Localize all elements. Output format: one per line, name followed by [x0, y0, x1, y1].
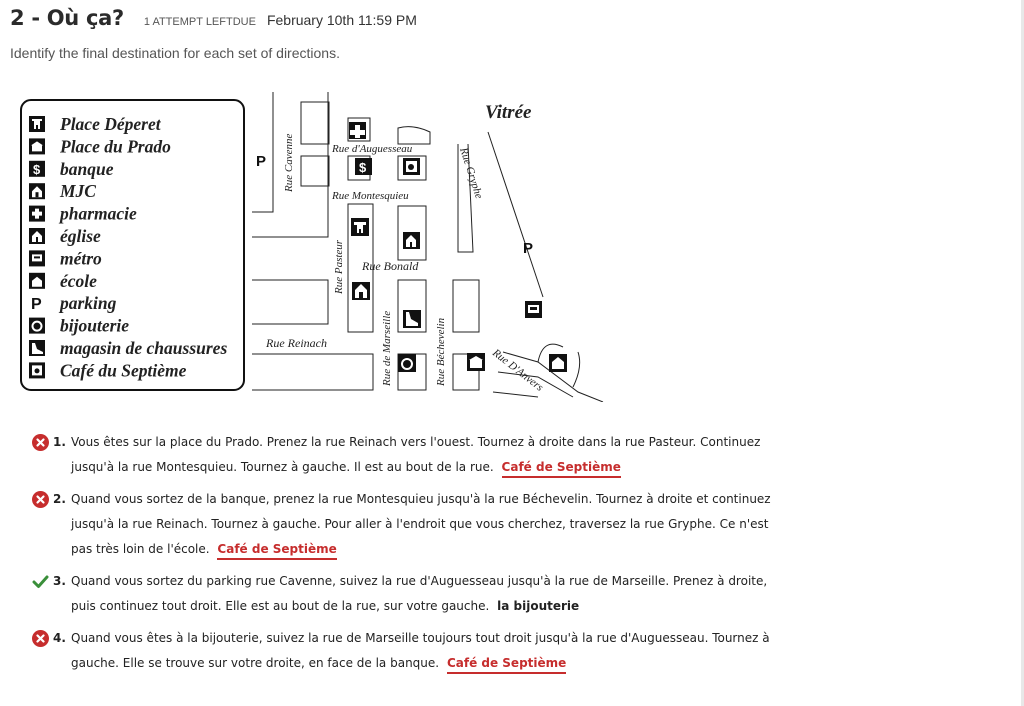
answer-select[interactable]: Café de Septième: [217, 542, 336, 560]
legend-label-pharmacy: pharmacie: [60, 203, 137, 224]
attempts-left: 1 ATTEMPT LEFT: [143, 16, 233, 28]
map-label-rue-reinach: Rue Reinach: [266, 336, 327, 350]
due-date: February 10th 11:59 PM: [266, 12, 417, 28]
question-4: [30, 626, 790, 676]
map-label-rue-pasteur: Rue Pasteur: [333, 239, 345, 294]
pharmacy-icon: [29, 206, 45, 222]
svg-text:$: $: [33, 161, 41, 177]
map-jewelry-icon: [398, 354, 416, 372]
map-bank-icon: [355, 158, 372, 175]
legend-label-metro: métro: [60, 248, 102, 269]
map-school-icon: [549, 354, 567, 372]
church-icon: [29, 228, 45, 244]
map-label-rue-marseille: Rue de Marseille: [381, 310, 393, 386]
due-label: DUE: [232, 16, 256, 28]
map-label-rue-gryphe: Rue Gryphe: [457, 146, 485, 201]
legend-label-place-du-prado: Place du Prado: [60, 136, 171, 157]
map-mjc-icon: [352, 282, 370, 300]
place-du-prado-icon: [29, 138, 45, 154]
incorrect-icon: [32, 630, 49, 647]
question-header: [10, 6, 417, 36]
legend-label-mjc: MJC: [60, 181, 96, 202]
place-deperet-icon: [29, 116, 45, 132]
map-label-rue-bechevelin: Rue Béchevelin: [435, 317, 447, 386]
legend-label-place-deperet: Place Déperet: [60, 114, 161, 134]
legend-label-school: école: [60, 270, 97, 291]
city-map: [18, 92, 608, 402]
map-place-du-prado-icon: [467, 353, 485, 371]
map-church-icon: [403, 232, 420, 249]
parking-icon: [31, 296, 42, 313]
question-3: [30, 569, 790, 619]
question-1: [30, 430, 790, 480]
question-title: 2 - Où ça?: [10, 6, 124, 30]
map-cafe-icon: [403, 158, 420, 175]
map-metro-icon: [525, 301, 542, 318]
legend-label-cafe: Café du Septième: [60, 360, 187, 381]
jewelry-icon: [29, 318, 45, 334]
question-text: Quand vous sortez du parking rue Cavenne, suivez la rue d'Auguesseau jusqu'à la rue de Marseille. Prenez à droite, puis continuez tout droit. Elle est au bout de la rue, sur votre gauche.: [71, 574, 768, 613]
answer-select[interactable]: Café de Septième: [447, 656, 566, 674]
legend-label-parking: parking: [60, 293, 117, 314]
legend-label-bank: banque: [60, 158, 114, 179]
map-pharmacy-icon: [349, 122, 366, 139]
question-text: Quand vous sortez de la banque, prenez la rue Montesquieu jusqu'à la rue Béchevelin. Tournez à droite et continuez jusqu'à la rue Reinach. Tournez à gauche. Pour aller à l'endroit que vous cherchez, traversez la rue Gryphe. Ce n'est pas très loin de l'école.: [71, 492, 771, 556]
legend-label-shoe-store: magasin de chaussures: [60, 338, 228, 358]
question-text: Vous êtes sur la place du Prado. Prenez la rue Reinach vers l'ouest. Tournez à droite dans la rue Pasteur. Continuez jusqu'à la rue Montesquieu. Tournez à gauche. Il est au bout de la rue.: [71, 435, 761, 474]
map-label-rue-augusseau: Rue d'Auguesseau: [332, 143, 413, 155]
incorrect-icon: [32, 434, 49, 451]
map-parking-icon: P: [256, 153, 267, 170]
school-icon: [29, 273, 45, 289]
map-label-rue-cavenne: Rue Cavenne: [283, 133, 295, 192]
question-list: [30, 430, 790, 683]
metro-icon: [29, 250, 45, 266]
shoe-store-icon: [29, 340, 45, 356]
question-number: 2.: [53, 492, 66, 506]
incorrect-icon: [32, 491, 49, 508]
question-number: 1.: [53, 435, 66, 449]
map-shoe-store-icon: [403, 310, 421, 328]
map-label-rue-anvers: Rue D'Anvers: [490, 346, 546, 394]
map-label-vitree: Vitrée: [485, 102, 532, 123]
question-2: [30, 487, 790, 562]
legend-label-church: église: [60, 226, 101, 246]
cafe-icon: [29, 362, 45, 378]
answer-select[interactable]: la bijouterie: [497, 599, 580, 613]
map-label-rue-bonald: Rue Bonald: [362, 259, 419, 273]
instructions: Identify the final destination for each set of directions.: [10, 45, 340, 61]
map-place-deperet-icon: [351, 218, 369, 236]
map-label-rue-montesquieu: Rue Montesquieu: [332, 190, 409, 202]
correct-check-icon: [32, 573, 49, 590]
answer-select[interactable]: Café de Septième: [502, 460, 621, 478]
map-parking-icon: P: [523, 240, 534, 257]
bank-icon: [29, 161, 45, 177]
question-text: Quand vous êtes à la bijouterie, suivez la rue de Marseille toujours tout droit jusqu'à la rue d'Auguesseau. Tournez à gauche. Elle se trouve sur votre droite, en face de la banque.: [71, 631, 770, 670]
question-number: 3.: [53, 574, 66, 588]
question-number: 4.: [53, 631, 66, 645]
map-bank-symbol: $: [359, 160, 367, 175]
legend-label-jewelry: bijouterie: [60, 315, 130, 336]
svg-text:P: P: [31, 296, 42, 314]
mjc-icon: [29, 183, 45, 199]
